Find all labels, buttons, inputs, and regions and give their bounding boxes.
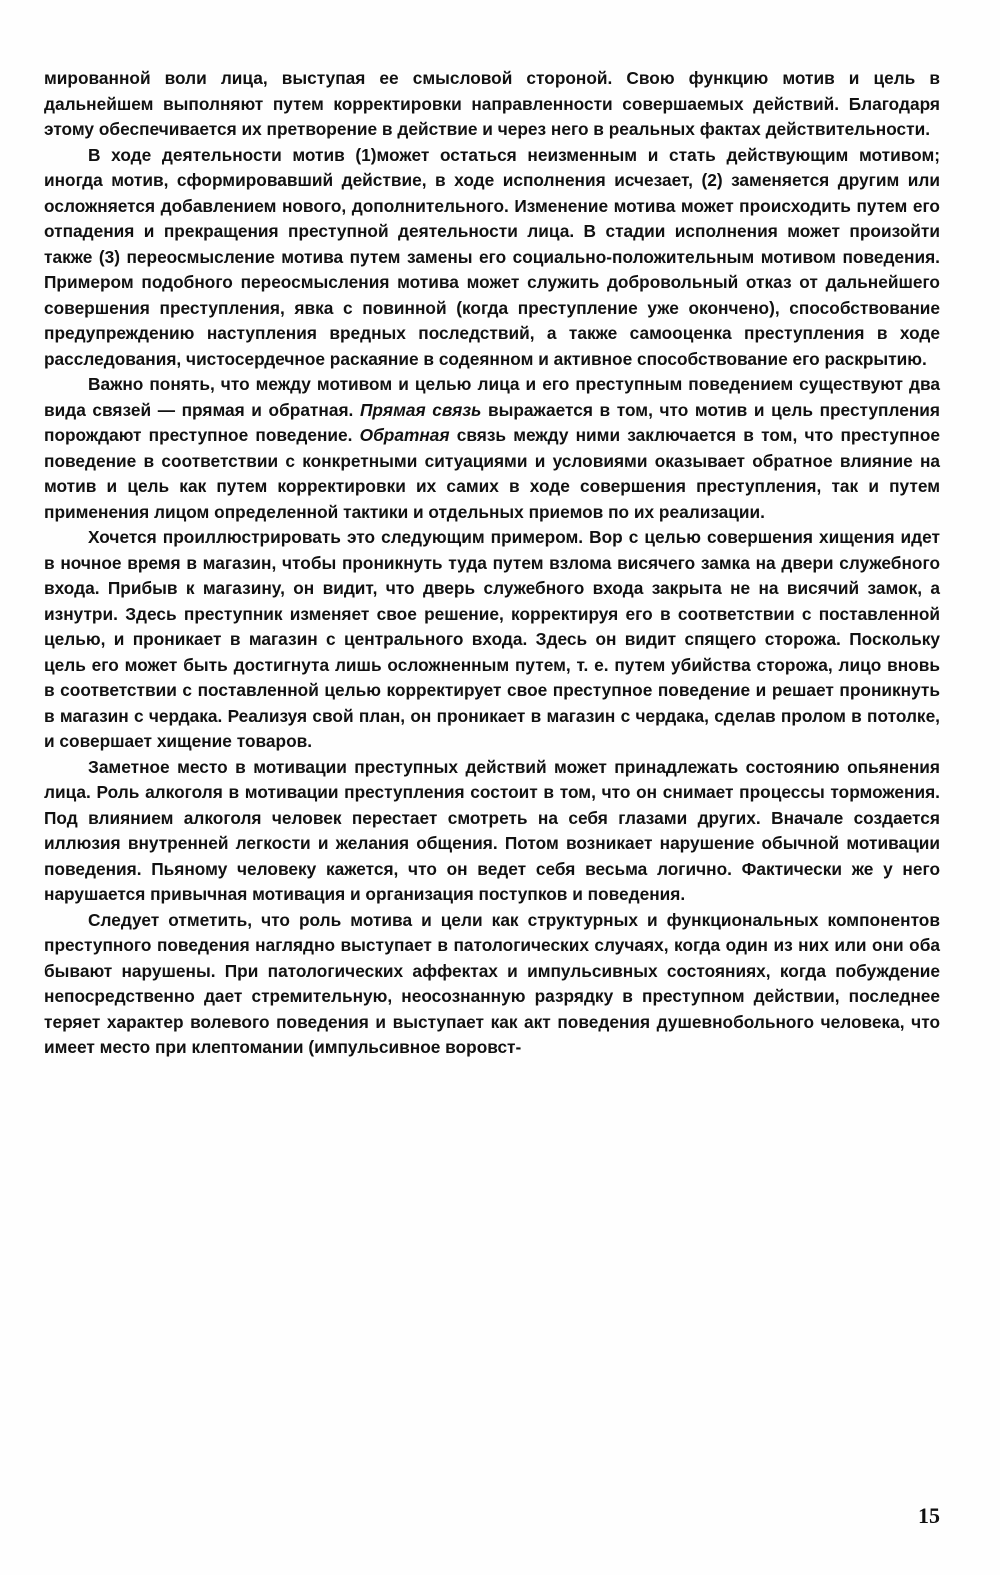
- paragraph-4: Хочется проиллюстрировать это следующим примером. Вор с целью совершения хищения идет в ночное время в магазин, чтобы проникнуть туда путем взлома висячего замка на двери служебного входа. Прибыв к магазину, он видит, что дверь служебного входа закрыта не на висячий замок, а изнутри. Здесь преступник изменяет свое решение, корректируя его в соответствии с поставленной целью, и проникает в магазин с центрального входа. Здесь он видит спящего сторожа. Поскольку цель его может быть достигнута лишь осложненным путем, т. е. путем убийства сторожа, лицо вновь в соответствии с поставленной целью корректирует свое преступное поведение и решает проникнуть в магазин с чердака. Реализуя свой план, он проникает в магазин с чердака, сделав пролом в потолке, и совершает хищение товаров.: [44, 527, 940, 751]
- paragraph-6: Следует отметить, что роль мотива и цели как структурных и функциональных компонентов преступного поведения наглядно выступает в патологических случаях, когда один из них или они оба бывают нарушены. При патологических аффектах и импульсивных состояниях, когда побуждение непосредственно дает стремительную, неосознанную разрядку в преступном действии, последнее теряет характер волевого поведения и выступает как акт поведения душевнобольного человека, что имеет место при клептомании (импульсивное воровст-: [44, 909, 940, 1057]
- paragraph-2: В ходе деятельности мотив (1)может остаться неизменным и стать действующим мотивом; иногда мотив, сформировавший действие, в ходе исполнения исчезает, (2) заменяется другим или осложняется добавлением нового, дополнительного. Изменение мотива может происходить путем его отпадения и прекращения преступной деятельности лица. В стадии исполнения может произойти также (3) переосмысление мотива путем замены его социально-положительным мотивом поведения. Примером подобного переосмысления мотива может служить добровольный отказ от дальнейшего совершения преступления, явка с повинной (когда преступление уже окончено), способствование предупреждению наступления вредных последствий, а также самооценка преступления в ходе расследования, чистосердечное раскаяние в содеянном и активное способствование его раскрытию.: [44, 144, 940, 369]
- paragraph-3-text-a: Важно понять, что между мотивом и целью лица и его преступным поведением существуют два вида связей — прямая и обратная.: [44, 374, 940, 420]
- paragraph-3-text-b: выражается в том, что мотив и цель преступления порождают преступное поведение.: [44, 399, 940, 445]
- page-number: 15: [918, 1503, 940, 1528]
- book-page-text: [44, 66, 940, 1061]
- paragraph-1: мированной воли лица, выступая ее смысловой стороной. Свою функцию мотив и цель в дальнейшем выполняют путем корректировки направленности совершаемых действий. Благодаря этому обеспечивается их претворение в действие и через него в реальных фактах действительности.: [44, 68, 940, 139]
- paragraph-5: Заметное место в мотивации преступных действий может принадлежать состоянию опьянения лица. Роль алкоголя в мотивации преступления состоит в том, что он снимает процессы торможения. Под влиянием алкоголя человек перестает смотреть на себя глазами других. Вначале создается иллюзия внутренней легкости и желания общения. Потом возникает нарушение обычной мотивации поведения. Пьяному человеку кажется, что он ведет себя весьма логично. Фактически же у него нарушается привычная мотивация и организация поступков и поведения.: [44, 756, 940, 904]
- term-direct-link: Прямая связь: [359, 399, 482, 420]
- term-reverse-link: Обратная: [359, 425, 450, 445]
- paragraph-3: [44, 372, 940, 525]
- paragraph-3-text-c: связь между ними заключается в том, что преступное поведение в соответствии с конкретными ситуациями и условиями оказывает обратное влияние на мотив и цель как путем корректировки их самих в ходе совершения преступления, так и путем применения лицом определенной тактики и отдельных приемов по их реализации.: [44, 425, 940, 522]
